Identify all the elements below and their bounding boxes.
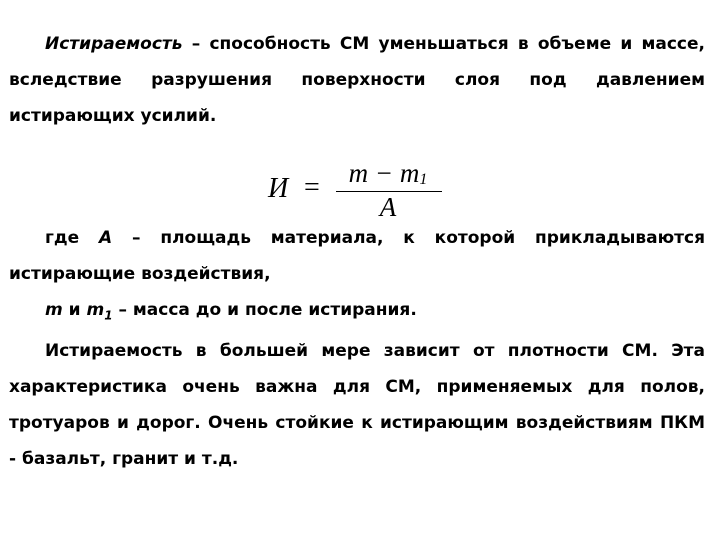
where-m-text: – масса до и после истирания. [112,300,417,320]
var-m1: m [86,300,105,320]
formula-lhs: И [268,173,289,204]
where-m-paragraph [9,292,705,333]
conclusion-paragraph: Истираемость в большей мере зависит от плотности СМ. Эта характеристика очень важна для СМ, применяемых для полов, тротуаров и дорог. Очень стойкие к истирающим воздействиям ПКМ - базальт, гранит и т.д. [9,341,705,470]
where-and: и [62,300,87,320]
where-a-text: – площадь материала, к которой прикладываются истирающие воздействия, [9,228,705,284]
term-abrasion: Истираемость [45,34,183,54]
definition-paragraph [9,26,705,134]
formula-numerator-text: m − m [348,158,420,188]
explanation-block [9,220,705,477]
where-prefix: где [45,228,99,248]
var-m1-subscript: 1 [104,308,113,323]
formula-denominator: A [379,192,397,222]
var-a: A [98,228,113,248]
definition-block [9,26,705,134]
definition-dash: – [182,34,210,54]
where-a-paragraph [9,220,705,292]
definition-text: способность СМ уменьшаться в объеме и массе, вследствие разрушения поверхности слоя под давлением истирающих усилий. [9,34,705,126]
var-m: m [45,300,63,320]
formula-numerator [334,158,442,189]
formula-equals: = [304,172,320,203]
formula-numerator-subscript: 1 [419,171,428,188]
